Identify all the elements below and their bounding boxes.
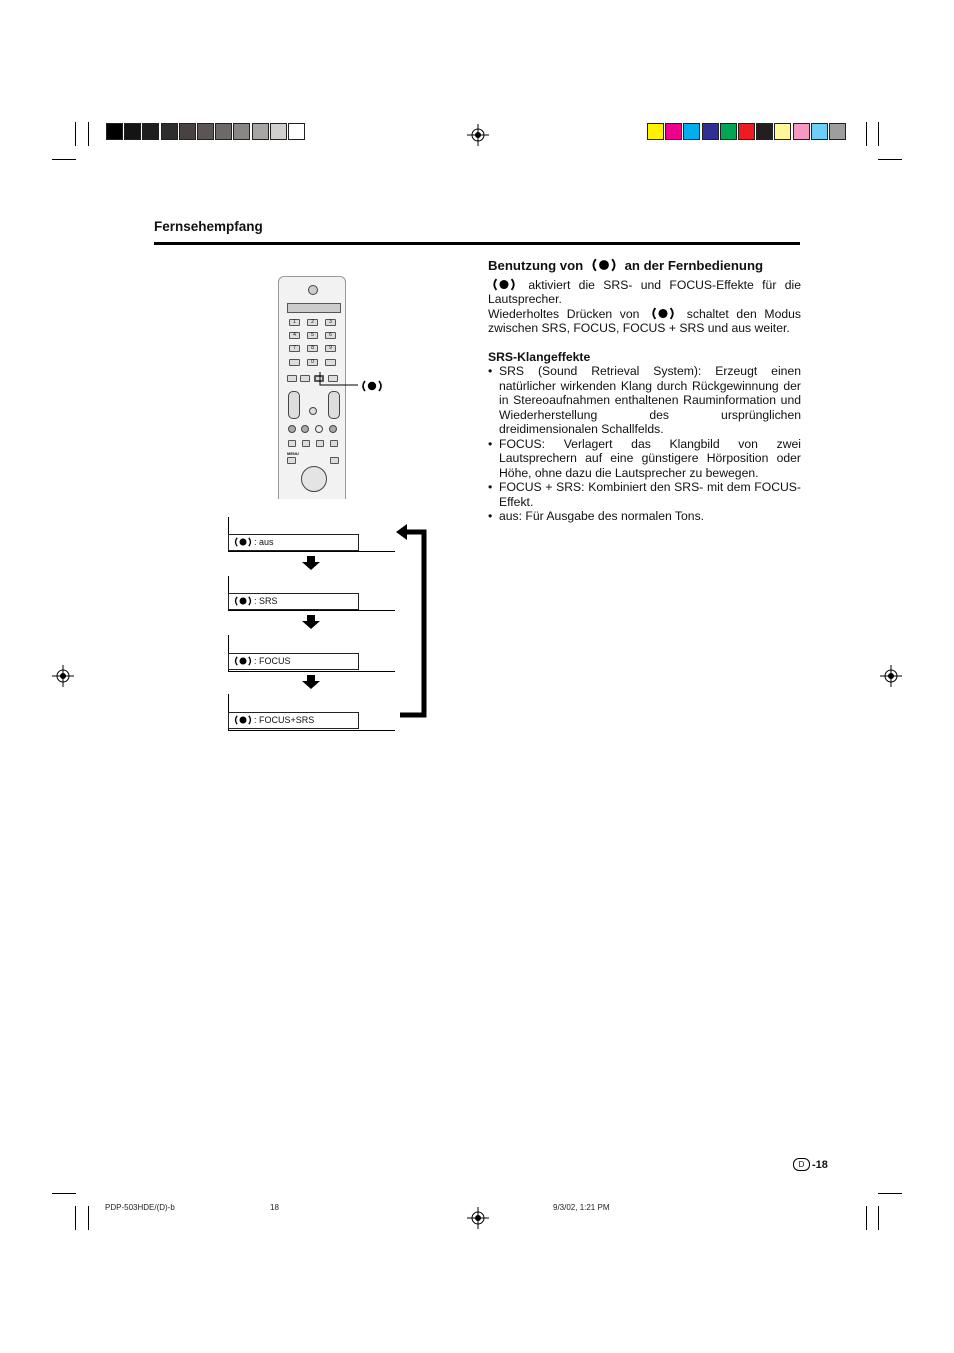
srs-icon [488, 278, 520, 291]
color-swatch [793, 123, 810, 140]
color-swatch [142, 123, 159, 140]
menu-label: MENU [287, 451, 299, 456]
srs-icon [587, 258, 621, 272]
keypad [289, 319, 337, 375]
color-swatch [683, 123, 700, 140]
color-swatch [738, 123, 755, 140]
footer-page: 18 [270, 1203, 279, 1212]
page-number: D -18 [793, 1158, 828, 1171]
remote-key: 1 [289, 319, 300, 326]
language-badge: D [793, 1158, 810, 1171]
registration-mark-left [52, 665, 74, 687]
list-item: • aus: Für Ausgabe des normalen Tons. [488, 509, 801, 524]
color-swatch [161, 123, 178, 140]
header-rule [154, 242, 800, 245]
section-heading: Benutzung von an der Fernbedienung [488, 258, 764, 273]
mode-box-srs [228, 593, 359, 610]
cycle-paragraph: Wiederholtes Drücken von schaltet den Modus zwischen SRS, FOCUS, FOCUS + SRS und aus weiter. [488, 306, 801, 335]
mode-label: : aus [254, 537, 274, 547]
mode-label: : FOCUS+SRS [254, 715, 315, 725]
srs-icon [232, 656, 254, 666]
srs-icon [232, 537, 254, 547]
color-swatch [647, 123, 664, 140]
color-swatch [288, 123, 305, 140]
color-swatch [233, 123, 250, 140]
registration-mark-top [467, 124, 489, 146]
remote-key: 8 [307, 345, 318, 352]
mode-label: : SRS [254, 596, 278, 606]
color-swatch [197, 123, 214, 140]
color-swatch [215, 123, 232, 140]
mode-box-aus [228, 534, 359, 551]
color-swatch [774, 123, 791, 140]
srs-icon [232, 715, 254, 725]
registration-mark-right [880, 665, 902, 687]
footer-timestamp: 9/3/02, 1:21 PM [553, 1203, 610, 1212]
remote-key: 6 [325, 332, 336, 339]
section-title: Fernsehempfang [154, 219, 263, 234]
down-arrow-icon [302, 675, 320, 689]
color-swatch [124, 123, 141, 140]
remote-key: 9 [325, 345, 336, 352]
power-icon [308, 285, 318, 295]
list-item: • SRS (Sound Retrieval System): Erzeugt einen natürlicher wirkenden Klang durch Rückgewinnung der in Stereoaufnahmen enthaltenen Rauminformation und Wiederherstellung des ursprünglichen dreidimensionalen Schallfelds. [488, 364, 801, 437]
color-swatch [756, 123, 773, 140]
volume-rocker [288, 391, 300, 419]
function-button-row [287, 303, 341, 313]
list-item: • FOCUS + SRS: Kombiniert den SRS- mit dem FOCUS-Effekt. [488, 480, 801, 509]
remote-key [289, 359, 300, 366]
color-swatch [106, 123, 123, 140]
navigation-pad [301, 466, 327, 492]
footer-file: PDP-503HDE/(D)-b [105, 1203, 175, 1212]
remote-key: 4 [289, 332, 300, 339]
srs-instructions [488, 258, 801, 524]
remote-key: 2 [307, 319, 318, 326]
remote-key: 7 [289, 345, 300, 352]
color-swatch [665, 123, 682, 140]
registration-mark-bottom [467, 1207, 489, 1229]
list-item: • FOCUS: Verlagert das Klangbild von zwei Lautsprechern auf eine günstigere Hörposition oder Höhe, ohne dazu die Lautsprecher zu bewegen. [488, 437, 801, 481]
remote-key: 3 [325, 319, 336, 326]
mode-box-focus [228, 653, 359, 670]
subheading: SRS-Klangeffekte [488, 349, 591, 364]
return-loop-arrow-icon [396, 524, 430, 720]
mute-icon [309, 407, 317, 415]
color-swatch [702, 123, 719, 140]
remote-key: 0 [307, 359, 318, 366]
effects-list [488, 364, 801, 524]
srs-icon [361, 380, 383, 392]
callout-leader [316, 370, 396, 394]
srs-icon [232, 596, 254, 606]
color-swatch [179, 123, 196, 140]
down-arrow-icon [302, 556, 320, 570]
intro-paragraph: aktiviert die SRS- und FOCUS-Effekte für die Lautsprecher. [488, 277, 801, 306]
channel-rocker [328, 391, 340, 419]
color-keys [288, 425, 340, 435]
mode-label: : FOCUS [254, 656, 291, 666]
down-arrow-icon [302, 615, 320, 629]
teletext-keys [288, 440, 340, 448]
color-swatch [270, 123, 287, 140]
color-swatch [811, 123, 828, 140]
color-swatch [252, 123, 269, 140]
remote-key: 5 [307, 332, 318, 339]
mode-box-focus-srs [228, 712, 359, 729]
remote-key [325, 359, 336, 366]
color-swatch [829, 123, 846, 140]
color-swatch [720, 123, 737, 140]
srs-icon [647, 307, 679, 320]
